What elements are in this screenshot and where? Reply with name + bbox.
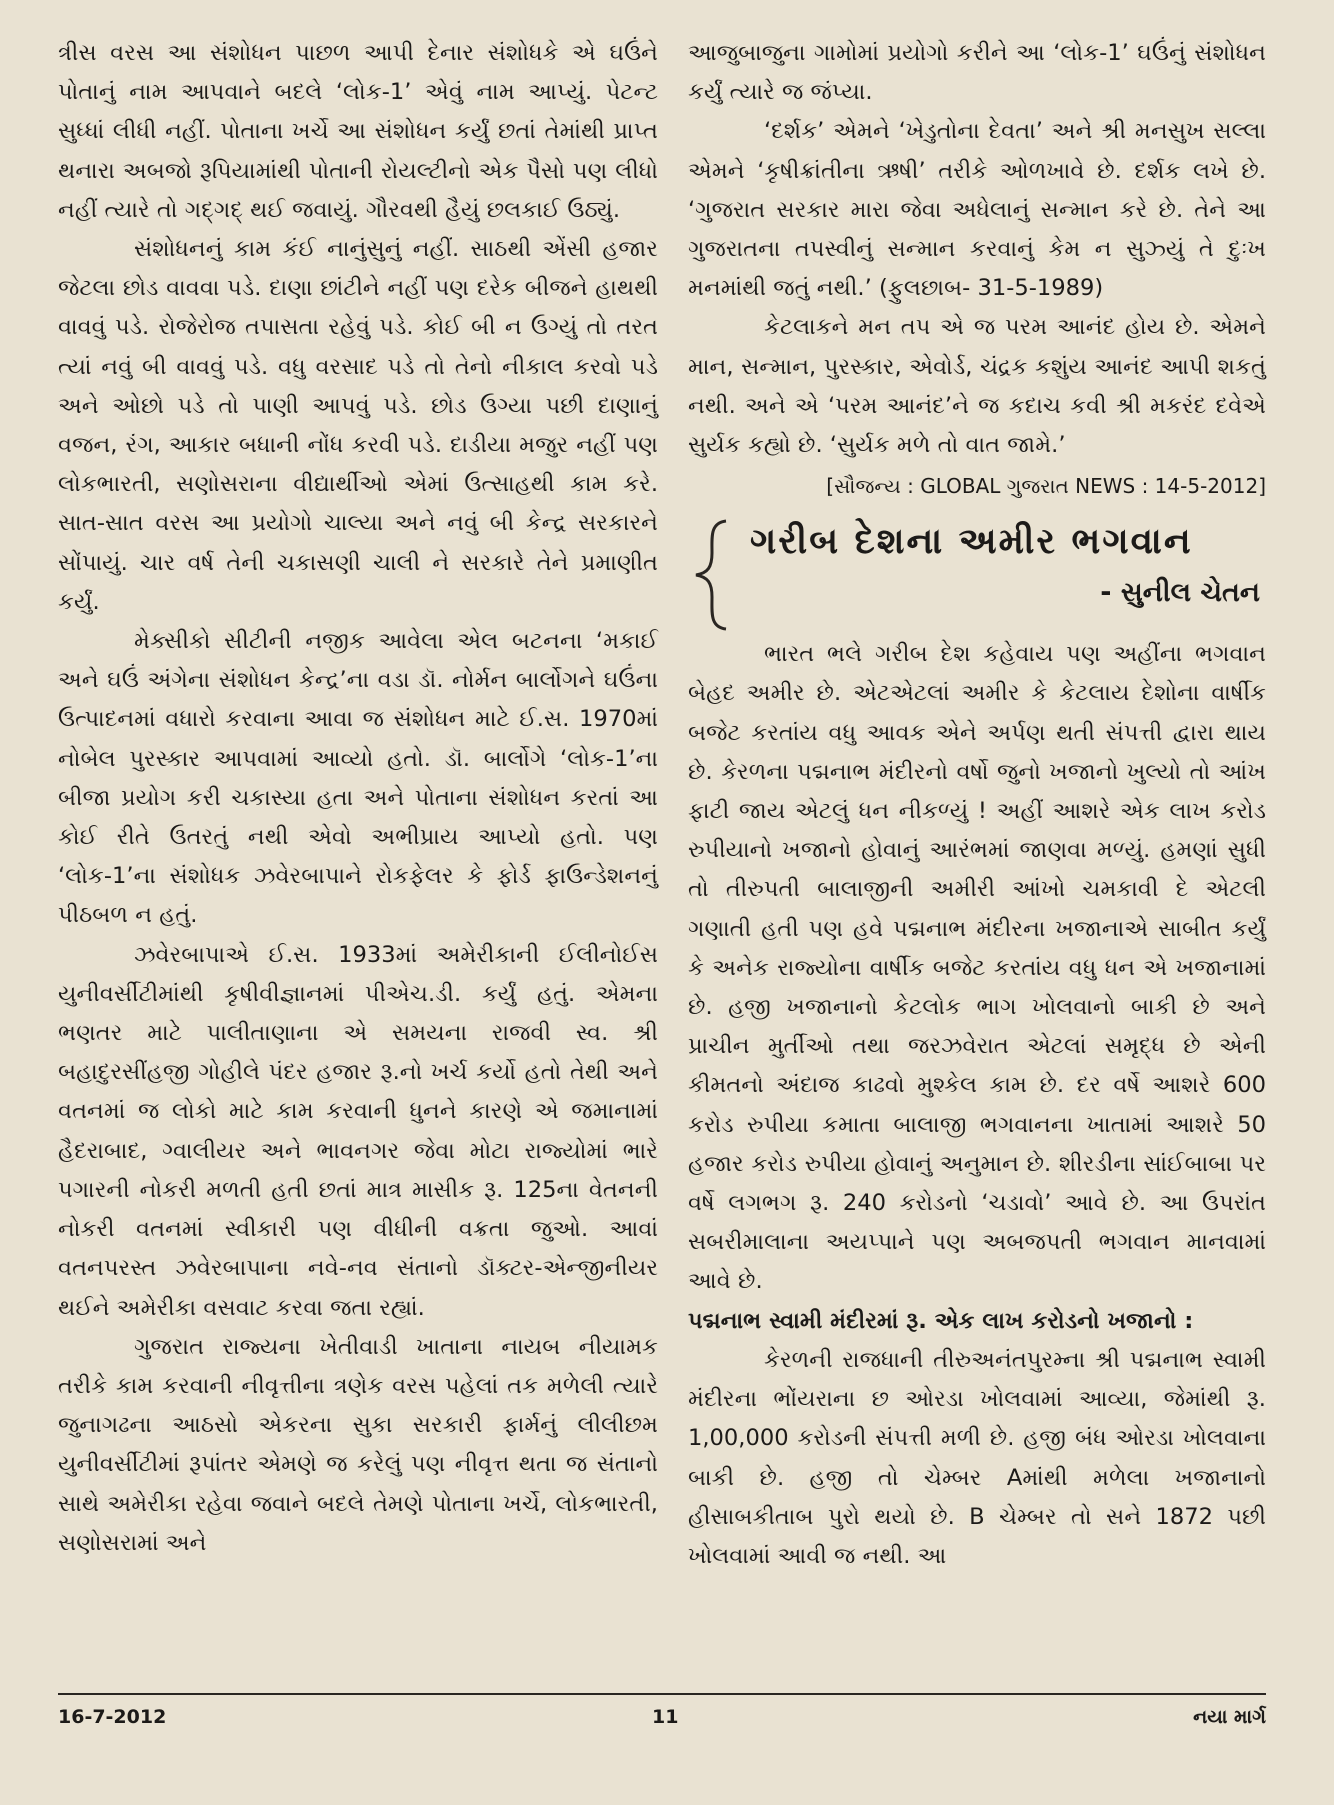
left-column — [58, 34, 658, 1563]
paragraph: ઝવેરબાપાએ ઈ.સ. 1933માં અમેરીકાની ઈલીનોઈસ યુનીવર્સીટીમાંથી કૃષીવીજ્ઞાનમાં પીએચ.ડી. કર્યું હતું. એમના ભણતર માટે પાલીતાણાના એ સમયના રાજવી સ્વ. શ્રી બહાદુરસીંહજી ગોહીલે પંદર હજાર રૂ.નો ખર્ચ કર્યો હતો તેથી અને વતનમાં જ લોકો માટે કામ કરવાની ધુનને કારણે એ જમાનામાં હૈદરાબાદ, ગ્વાલીયર અને ભાવનગર જેવા મોટા રાજ્યોમાં ભારે પગારની નોકરી મળતી હતી છતાં માત્ર માસીક રૂ. 125ના વેતનની નોકરી વતનમાં સ્વીકારી પણ વીધીની વક્રતા જુઓ. આવાં વતનપરસ્ત ઝવેરબાપાના નવે-નવ સંતાનો ડૉક્ટર-એન્જીનીયર થઈને અમેરીકા વસવાટ કરવા જતા રહ્યાં. — [58, 941, 658, 1321]
paragraph: કેટલાકને મન તપ એ જ પરમ આનંદ હોય છે. એમને માન, સન્માન, પુરસ્કાર, એવોર્ડ, ચંદ્રક કશુંય આનંદ આપી શકતું નથી. અને એ ‘પરમ આનંદ’ને જ કદાચ કવી શ્રી મકરંદ દવેએ સુર્યક કહ્યો છે. ‘સુર્યક મળે તો વાત જામે.’ — [688, 314, 1266, 459]
paragraph: આજુબાજુના ગામોમાં પ્રયોગો કરીને આ ‘લોક-1’ ઘઉંનું સંશોધન કર્યું ત્યારે જ જંપ્યા. — [688, 40, 1266, 106]
paragraph: ગુજરાત રાજ્યના ખેતીવાડી ખાતાના નાયબ નીયામક તરીકે કામ કરવાની નીવૃત્તીના ત્રણેક વરસ પહેલાં તક મળેલી ત્યારે જુનાગઢના આઠસો એકરના સુકા સરકારી ફાર્મનું લીલીછમ યુનીવર્સીટીમાં રૂપાંતર એમણે જ કરેલું પણ નીવૃત્ત થતા જ સંતાનો સાથે અમેરીકા રહેવા જવાને બદલે તેમણે પોતાના ખર્ચે, લોકભારતી, સણોસરામાં અને — [58, 1333, 658, 1556]
article-title: ગરીબ દેશના અમીર ભગવાન — [750, 521, 1193, 563]
article-header — [688, 513, 1266, 629]
source-credit: [સૌજન્ય : GLOBAL ગુજરાત NEWS : 14-5-2012] — [826, 474, 1266, 499]
paragraph: ત્રીસ વરસ આ સંશોધન પાછળ આપી દેનાર સંશોધકે એ ઘઉંને પોતાનું નામ આપવાને બદલે ‘લોક-1’ એવું નામ આપ્યું. પેટન્ટ સુધ્ધાં લીધી નહીં. પોતાના ખર્ચે આ સંશોધન કર્યું છતાં તેમાંથી પ્રાપ્ત થનારા અબજો રૂપિયામાંથી પોતાની રોયલ્ટીનો એક પૈસો પણ લીધો નહીં ત્યારે તો ગદ્ગદ્ થઈ જવાયું. ગૌરવથી હૈયું છલકાઈ ઉઠ્યું. — [58, 40, 658, 223]
paragraph: ભારત ભલે ગરીબ દેશ કહેવાય પણ અહીંના ભગવાન બેહદ અમીર છે. એટએટલાં અમીર કે કેટલાય દેશોના વાર્ષીક બજેટ કરતાંય વધુ આવક એને અર્પણ થતી સંપત્તી દ્વારા થાય છે. કેરળના પદ્મનાભ મંદીરનો વર્ષો જુનો ખજાનો ખુલ્યો તો આંખ ફાટી જાય એટલું ધન નીકળ્યું ! અહીં આશરે એક લાખ કરોડ રુપીયાનો ખજાનો હોવાનું આરંભમાં જાણવા મળ્યું. હમણાં સુધી તો તીરુપતી બાલાજીની અમીરી આંખો ચમકાવી દે એટલી ગણાતી હતી પણ હવે પદ્મનાભ મંદીરના ખજાનાએ સાબીત કર્યું કે અનેક રાજ્યોના વાર્ષીક બજેટ કરતાંય વધુ ધન એ ખજાનામાં છે. હજી ખજાનાનો કેટલોક ભાગ ખોલવાનો બાકી છે અને પ્રાચીન મુર્તીઓ તથા જરઝવેરાત એટલાં સમૃદ્ધ છે એની કીમતનો અંદાજ કાઢવો મુશ્કેલ કામ છે. દર વર્ષે આશરે 600 કરોડ રુપીયા કમાતા બાલાજી ભગવાનના ખાતામાં આશરે 50 હજાર કરોડ રુપીયા હોવાનું અનુમાન છે. શીરડીના સાંઈબાબા પર વર્ષે લગભગ રૂ. 240 કરોડનો ‘ચડાવો’ આવે છે. આ ઉપરાંત સબરીમાલાના અયપ્પાને પણ અબજપતી ભગવાન માનવામાં આવે છે. — [688, 641, 1266, 1295]
page-number: 11 — [652, 1706, 679, 1728]
paragraph: ‘દર્શક’ એમને ‘ખેડુતોના દેવતા’ અને શ્રી મનસુખ સલ્લા એમને ‘કૃષીક્રાંતીના ઋષી’ તરીકે ઓળખાવે છે. દર્શક લખે છે. ‘ગુજરાત સરકાર મારા જેવા અધેલાનું સન્માન કરે છે. તેને આ ગુજરાતના તપસ્વીનું સન્માન કરવાનું કેમ ન સુઝ્યું તે દુઃખ મનમાંથી જતું નથી.’ (ફુલછાબ- 31-5-1989) — [688, 118, 1266, 302]
paragraph: સંશોધનનું કામ કંઈ નાનુંસુનું નહીં. સાઠથી એંસી હજાર જેટલા છોડ વાવવા પડે. દાણા છાંટીને નહીં પણ દરેક બીજને હાથથી વાવવું પડે. રોજેરોજ તપાસતા રહેવું પડે. કોઈ બી ન ઉગ્યું તો તરત ત્યાં નવું બી વાવવું પડે. વધુ વરસાદ પડે તો તેનો નીકાલ કરવો પડે અને ઓછો પડે તો પાણી આપવું પડે. છોડ ઉગ્યા પછી દાણાનું વજન, રંગ, આકાર બધાની નોંધ કરવી પડે. દાડીયા મજુર નહીં પણ લોકભારતી, સણોસરાના વીદ્યાર્થીઓ એમાં ઉત્સાહથી કામ કરે. સાત-સાત વરસ આ પ્રયોગો ચાલ્યા અને નવું બી કેન્દ્ર સરકારને સોંપાયું. ચાર વર્ષ તેની ચકાસણી ચાલી ને સરકારે તેને પ્રમાણીત કર્યું. — [58, 236, 658, 615]
right-column — [688, 34, 1266, 1576]
curly-brace-icon — [690, 517, 732, 633]
footer-divider — [58, 1693, 1266, 1695]
issue-date: 16-7-2012 — [58, 1706, 167, 1728]
article-author: - સુનીલ ચેતન — [1100, 577, 1260, 609]
magazine-name: નયા માર્ગ — [1193, 1706, 1266, 1728]
section-subheading: પદ્મનાભ સ્વામી મંદીરમાં રૂ. એક લાખ કરોડનો ખજાનો : — [688, 1307, 1194, 1334]
paragraph: કેરળની રાજધાની તીરુઅનંતપુરમ્ના શ્રી પદ્મનાભ સ્વામી મંદીરના ભોંયરાના છ ઓરડા ખોલવામાં આવ્યા, જેમાંથી રૂ. 1,00,000 કરોડની સંપત્તી મળી છે. હજી બંધ ઓરડા ખોલવાના બાકી છે. હજી તો ચેમ્બર Aમાંથી મળેલા ખજાનાનો હીસાબકીતાબ પુરો થયો છે. B ચેમ્બર તો સને 1872 પછી ખોલવામાં આવી જ નથી. આ — [688, 1346, 1266, 1569]
paragraph: મેક્સીકો સીટીની નજીક આવેલા એલ બટનના ‘મકાઈ અને ઘઉં અંગેના સંશોધન કેન્દ્ર’ના વડા ડૉ. નોર્મન બાર્લોગને ઘઉંના ઉત્પાદનમાં વધારો કરવાના આવા જ સંશોધન માટે ઈ.સ. 1970માં નોબેલ પુરસ્કાર આપવામાં આવ્યો હતો. ડૉ. બાર્લોગે ‘લોક-1’ના બીજા પ્રયોગ કરી ચકાસ્યા હતા અને પોતાના સંશોધન કરતાં આ કોઈ રીતે ઉતરતું નથી એવો અભીપ્રાય આપ્યો હતો. પણ ‘લોક-1’ના સંશોધક ઝવેરબાપાને રોકફેલર કે ફોર્ડ ફાઉન્ડેશનનું પીઠબળ ન હતું. — [58, 628, 658, 929]
